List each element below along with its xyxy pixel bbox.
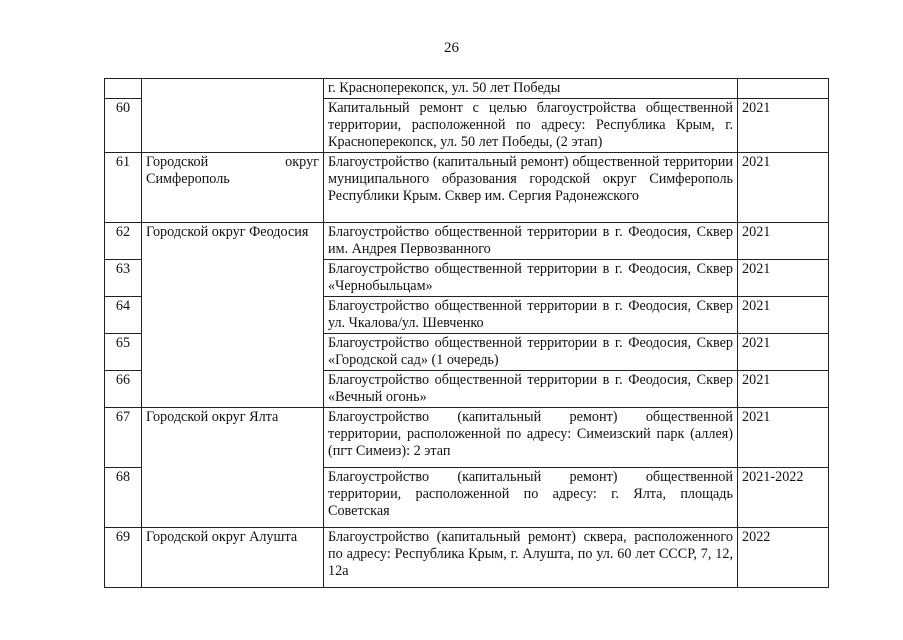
table-row — [105, 408, 829, 468]
table-row — [105, 153, 829, 223]
row-number: 67 — [105, 408, 142, 468]
year-cell: 2021 — [738, 297, 829, 334]
row-number: 63 — [105, 260, 142, 297]
row-number: 60 — [105, 99, 142, 153]
description-cell: Благоустройство общественной территории в г. Феодосия, Сквер ул. Чкалова/ул. Шевченко — [324, 297, 738, 334]
row-number: 61 — [105, 153, 142, 223]
year-cell: 2021 — [738, 99, 829, 153]
year-cell: 2021 — [738, 223, 829, 260]
description-cell: г. Красноперекопск, ул. 50 лет Победы — [324, 79, 738, 99]
row-number: 69 — [105, 528, 142, 588]
year-cell: 2021 — [738, 371, 829, 408]
municipality-cell: Городской округ Ялта — [142, 408, 324, 528]
row-number — [105, 79, 142, 99]
description-cell: Благоустройство общественной территории в г. Феодосия, Сквер им. Андрея Первозванного — [324, 223, 738, 260]
description-cell: Благоустройство (капитальный ремонт) общественной территории, расположенной по адресу: Симеизский парк (аллея) (пгт Симеиз): 2 этап — [324, 408, 738, 468]
description-cell: Благоустройство (капитальный ремонт) сквера, расположенного по адресу: Республика Крым, г. Алушта, по ул. 60 лет СССР, 7, 12, 12а — [324, 528, 738, 588]
table-row — [105, 528, 829, 588]
description-cell: Благоустройство общественной территории в г. Феодосия, Сквер «Чернобыльцам» — [324, 260, 738, 297]
row-number: 62 — [105, 223, 142, 260]
municipality-cell — [142, 79, 324, 153]
year-cell: 2021 — [738, 153, 829, 223]
row-number: 65 — [105, 334, 142, 371]
municipality-cell: Городской округ Симферополь — [142, 153, 324, 223]
row-number: 66 — [105, 371, 142, 408]
municipality-cell: Городской округ Феодосия — [142, 223, 324, 408]
municipality-cell: Городской округ Алушта — [142, 528, 324, 588]
year-cell: 2021-2022 — [738, 468, 829, 528]
year-cell: 2022 — [738, 528, 829, 588]
projects-table — [104, 78, 829, 588]
description-cell: Благоустройство общественной территории в г. Феодосия, Сквер «Вечный огонь» — [324, 371, 738, 408]
year-cell: 2021 — [738, 334, 829, 371]
description-cell: Благоустройство общественной территории в г. Феодосия, Сквер «Городской сад» (1 очередь) — [324, 334, 738, 371]
year-cell: 2021 — [738, 260, 829, 297]
year-cell: 2021 — [738, 408, 829, 468]
description-cell: Капитальный ремонт с целью благоустройства общественной территории, расположенной по адресу: Республика Крым, г. Красноперекопск, ул. 50 лет Победы, (2 этап) — [324, 99, 738, 153]
description-cell: Благоустройство (капитальный ремонт) общественной территории муниципального образования городской округ Симферополь Республики Крым. Сквер им. Сергия Радонежского — [324, 153, 738, 223]
table-row — [105, 79, 829, 99]
page-number: 26 — [444, 40, 459, 56]
description-cell: Благоустройство (капитальный ремонт) общественной территории, расположенной по адресу: г. Ялта, площадь Советская — [324, 468, 738, 528]
row-number: 68 — [105, 468, 142, 528]
table-row — [105, 223, 829, 260]
year-cell — [738, 79, 829, 99]
row-number: 64 — [105, 297, 142, 334]
